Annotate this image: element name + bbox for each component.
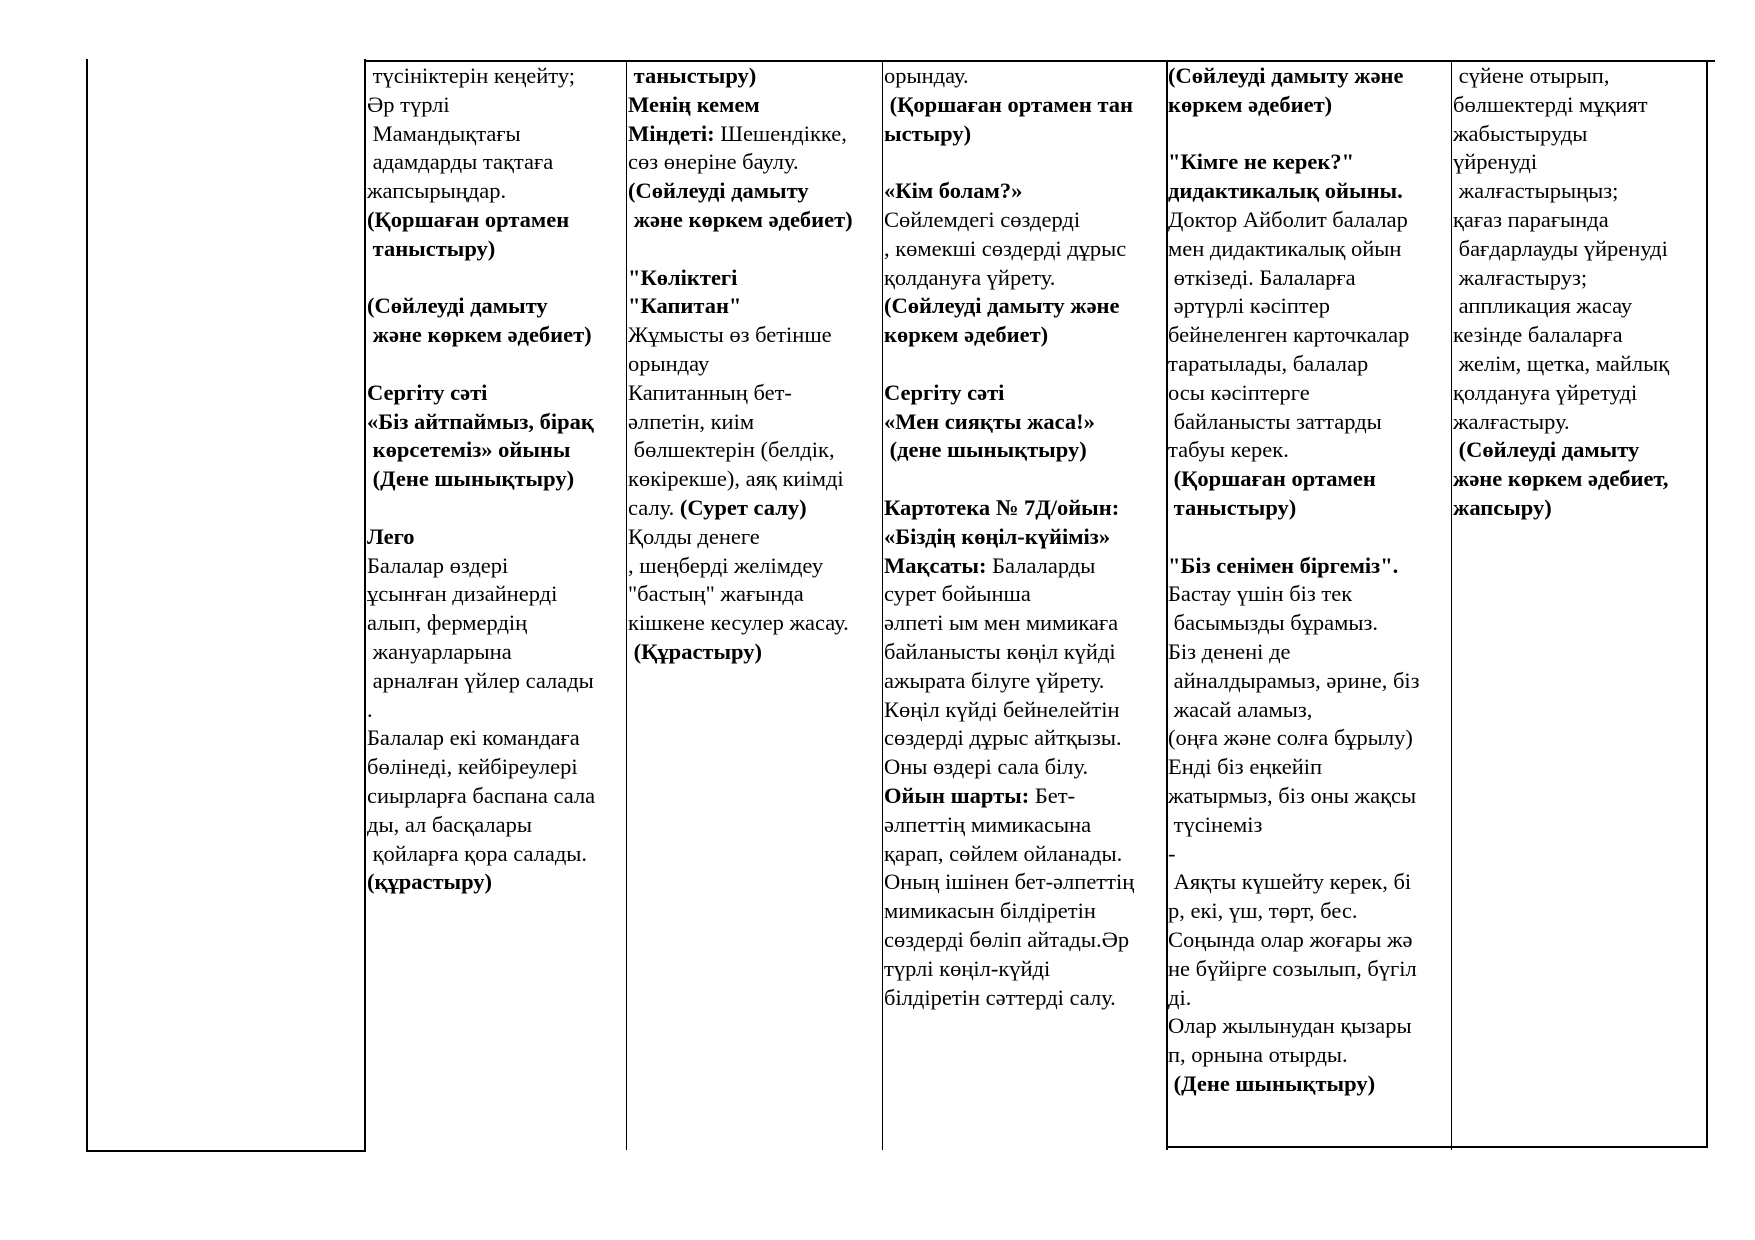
cell-text-line: Балалар өздері	[367, 552, 509, 578]
cell-text-line	[367, 494, 625, 523]
cell-text-line: сиырларға баспана сала	[367, 782, 596, 808]
cell-text-line	[367, 350, 625, 379]
cell-text-line: бағдарлауды үйренуді	[1453, 235, 1668, 261]
cell-text-line: таныстыру)	[367, 235, 496, 261]
table-left-border	[86, 59, 88, 1151]
cell-text-line: -	[1168, 840, 1176, 866]
cell-text-line: әлпетін, киім	[628, 408, 755, 434]
cell-text-line: (құрастыру)	[367, 869, 493, 895]
cell-text-line: қарап, сөйлем ойланады.	[884, 840, 1123, 866]
cell-text-line: (оңға және солға бұрылу)	[1168, 725, 1413, 751]
cell-text-line: Оны өздері сала білу.	[884, 754, 1089, 780]
cell-text-line: байланысты көңіл күйді	[884, 638, 1116, 664]
bold-text-segment: Мақсаты:	[884, 552, 987, 578]
cell-text-line: білдіретін сәттерді салу.	[884, 984, 1116, 1010]
cell-text-line: "Көліктегі	[628, 264, 738, 290]
cell-text-line: «Біздің көңіл-күйіміз»	[884, 523, 1111, 549]
table-cell-column-2	[628, 62, 880, 667]
cell-text-line: ыстыру)	[884, 120, 972, 146]
cell-text-line	[884, 148, 1164, 177]
text-segment: Балаларды	[986, 552, 1096, 578]
cell-text-line: Олар жылынудан қызары	[1168, 1013, 1412, 1039]
cell-text-line: сөз өнеріне баулу.	[628, 149, 799, 175]
cell-text-line: қолдануға үйретуді	[1453, 379, 1638, 405]
cell-text-line	[1168, 523, 1449, 552]
cell-text-line: үйренуді	[1453, 149, 1538, 175]
cell-text-line	[628, 235, 880, 264]
table-bottom-border-left	[86, 1150, 365, 1152]
cell-text-line: (Сөйлеуді дамыту және	[1168, 63, 1404, 88]
cell-text-line: ажырата білуге үйрету.	[884, 667, 1105, 693]
cell-text-line: жалғастыруз;	[1453, 264, 1588, 290]
cell-text-line: Доктор Айболит балалар	[1168, 206, 1408, 232]
cell-text-line: «Мен сияқты жаса!»	[884, 408, 1095, 434]
cell-text-line: таратылады, балалар	[1168, 350, 1369, 376]
cell-text-line: «Біз айтпаймыз, бірақ	[367, 408, 594, 434]
cell-text-line: байланысты заттарды	[1168, 408, 1382, 434]
text-segment: салу.	[628, 494, 680, 520]
cell-text-line: Сергіту сәті	[884, 379, 1005, 405]
cell-text-line: бөлінеді, кейбіреулері	[367, 754, 578, 780]
cell-text-line: , шеңберді желімдеу	[628, 552, 824, 578]
table-bottom-border-right	[1166, 1146, 1708, 1148]
table-divider-5	[1451, 62, 1452, 1150]
cell-text-line: ұсынған дизайнерді	[367, 581, 558, 607]
bold-text-segment: (Сурет салу)	[679, 494, 807, 520]
cell-text-line: (Сөйлеуді дамыту	[1453, 437, 1640, 463]
cell-text-line: жатырмыз, біз оны жақсы	[1168, 782, 1417, 808]
cell-text-line: таныстыру)	[1168, 494, 1297, 520]
bold-text-segment: Ойын шарты:	[884, 782, 1030, 808]
cell-text-line: сүйене отырып,	[1453, 63, 1610, 88]
cell-text-line	[884, 552, 1164, 581]
cell-text-line: Балалар екі командаға	[367, 725, 580, 751]
cell-text-line: орындау	[628, 350, 710, 376]
cell-text-line: "Кімге не керек?"	[1168, 149, 1355, 175]
cell-text-line: , көмекші сөздерді дұрыс	[884, 235, 1127, 261]
cell-text-line: түсінеміз	[1168, 811, 1263, 837]
cell-text-line: жасай аламыз,	[1168, 696, 1313, 722]
cell-text-line	[628, 494, 880, 523]
cell-text-line: әлпеті ым мен мимикаға	[884, 610, 1119, 636]
cell-text-line: жалғастыру.	[1453, 408, 1570, 434]
cell-text-line: сурет бойынша	[884, 581, 1031, 607]
cell-text-line: "бастың" жағында	[628, 581, 804, 607]
cell-text-line: "Капитан"	[628, 293, 742, 319]
cell-text-line: желім, щетка, майлық	[1453, 350, 1670, 376]
cell-text-line	[1168, 120, 1449, 149]
cell-text-line: (Дене шынықтыру)	[367, 466, 575, 492]
cell-text-line: әртүрлі кәсіптер	[1168, 293, 1330, 319]
cell-text-line: көрсетеміз» ойыны	[367, 437, 571, 463]
cell-text-line: Жұмысты өз бетінше	[628, 322, 832, 348]
cell-text-line: Менің кемем	[628, 91, 760, 117]
cell-text-line: (Сөйлеуді дамыту және	[884, 293, 1120, 319]
cell-text-line: Лего	[367, 523, 415, 549]
cell-text-line: қағаз парағында	[1453, 206, 1609, 232]
cell-text-line: адамдарды тақтаға	[367, 149, 554, 175]
cell-text-line: Аяқты күшейту керек, бі	[1168, 869, 1412, 895]
cell-text-line: Біз денені де	[1168, 638, 1291, 664]
cell-text-line: кезінде балаларға	[1453, 322, 1623, 348]
cell-text-line: әлпеттің мимикасына	[884, 811, 1092, 837]
table-cell-column-3	[884, 62, 1164, 1012]
cell-text-line: арналған үйлер салады	[367, 667, 594, 693]
cell-text-line: (Дене шынықтыру)	[1168, 1070, 1376, 1096]
cell-text-line: (Қоршаған ортамен	[367, 206, 570, 232]
cell-text-line: «Кім болам?»	[884, 178, 1023, 204]
cell-text-line: алып, фермердің	[367, 610, 528, 636]
bold-text-segment: Міндеті:	[628, 120, 715, 146]
cell-text-line: көркем әдебиет)	[884, 322, 1049, 348]
cell-text-line	[367, 264, 625, 293]
cell-text-line: және көркем әдебиет)	[628, 206, 853, 232]
cell-text-line: сөздерді дұрыс айтқызы.	[884, 725, 1122, 751]
cell-text-line: аппликация жасау	[1453, 293, 1633, 319]
table-divider-1	[364, 59, 366, 1152]
table-divider-2	[626, 62, 627, 1150]
cell-text-line: жапсыру)	[1453, 494, 1552, 520]
cell-text-line: Картотека № 7Д/ойын:	[884, 494, 1120, 520]
cell-text-line: жабыстыруды	[1453, 120, 1588, 146]
cell-text-line: .	[367, 696, 373, 722]
cell-text-line: (Қоршаған ортамен	[1168, 466, 1376, 492]
cell-text-line: бөлшектерін (белдік,	[628, 437, 835, 463]
cell-text-line: (Сөйлеуді дамыту	[367, 293, 548, 319]
text-segment: Бет-	[1029, 782, 1076, 808]
cell-text-line: бөлшектерді мұқият	[1453, 91, 1648, 117]
cell-text-line: (Қоршаған ортамен тан	[884, 91, 1133, 117]
cell-text-line: және көркем әдебиет,	[1453, 466, 1669, 492]
table-cell-column-5	[1453, 62, 1705, 523]
cell-text-line: Әр түрлі	[367, 91, 450, 117]
cell-text-line: мимикасын білдіретін	[884, 898, 1096, 924]
cell-text-line: айналдырамыз, әрине, біз	[1168, 667, 1420, 693]
cell-text-line	[884, 782, 1164, 811]
cell-text-line: Мамандықтағы	[367, 120, 521, 146]
cell-text-line	[628, 120, 880, 149]
cell-text-line: басымызды бұрамыз.	[1168, 610, 1378, 636]
cell-text-line: Капитанның бет-	[628, 379, 792, 405]
cell-text-line: Оның ішінен бет-әлпеттің	[884, 869, 1135, 895]
cell-text-line: Енді біз еңкейіп	[1168, 754, 1323, 780]
cell-text-line: ды, ал басқалары	[367, 811, 532, 837]
cell-text-line: (дене шынықтыру)	[884, 437, 1087, 463]
cell-text-line: және көркем әдебиет)	[367, 322, 592, 348]
table-divider-3	[882, 62, 883, 1150]
cell-text-line: жалғастырыңыз;	[1453, 178, 1619, 204]
cell-text-line: Сергіту сәті	[367, 379, 488, 405]
cell-text-line: Көңіл күйді бейнелейтін	[884, 696, 1120, 722]
cell-text-line: өткізеді. Балаларға	[1168, 264, 1356, 290]
cell-text-line: осы кәсіптерге	[1168, 379, 1310, 405]
cell-text-line: көркем әдебиет)	[1168, 91, 1333, 117]
cell-text-line: бейнеленген карточкалар	[1168, 322, 1410, 348]
cell-text-line: (Сөйлеуді дамыту	[628, 178, 809, 204]
table-right-border	[1706, 60, 1708, 1148]
cell-text-line: "Біз сенімен біргеміз".	[1168, 552, 1399, 578]
cell-text-line: не бүйірге созылып, бүгіл	[1168, 955, 1417, 981]
cell-text-line: табуы керек.	[1168, 437, 1289, 463]
cell-text-line: п, орнына отырды.	[1168, 1042, 1348, 1068]
cell-text-line: қойларға қора салады.	[367, 840, 588, 866]
text-segment: Шешендікке,	[714, 120, 847, 146]
cell-text-line	[884, 350, 1164, 379]
table-cell-column-4	[1168, 62, 1449, 1099]
table-cell-column-1	[367, 62, 625, 897]
cell-text-line: Соңында олар жоғары жә	[1168, 926, 1413, 952]
cell-text-line: Бастау үшін біз тек	[1168, 581, 1353, 607]
cell-text-line: көкірекше), аяқ киімді	[628, 466, 844, 492]
cell-text-line: түрлі көңіл-күйді	[884, 955, 1051, 981]
cell-text-line: жапсырыңдар.	[367, 178, 507, 204]
cell-text-line: таныстыру)	[628, 63, 757, 88]
cell-text-line: р, екі, үш, төрт, бес.	[1168, 898, 1358, 924]
cell-text-line: қолдануға үйрету.	[884, 264, 1056, 290]
cell-text-line: кішкене кесулер жасау.	[628, 610, 849, 636]
cell-text-line: орындау.	[884, 63, 969, 88]
cell-text-line: ді.	[1168, 984, 1192, 1010]
cell-text-line	[884, 465, 1164, 494]
cell-text-line: түсініктерін кеңейту;	[367, 63, 576, 88]
cell-text-line: Сөйлемдегі сөздерді	[884, 206, 1081, 232]
cell-text-line: дидактикалық ойыны.	[1168, 178, 1403, 204]
cell-text-line: мен дидактикалық ойын	[1168, 235, 1402, 261]
cell-text-line: Қолды денеге	[628, 523, 760, 549]
cell-text-line: сөздерді бөліп айтады.Әр	[884, 926, 1130, 952]
cell-text-line: (Құрастыру)	[628, 638, 763, 664]
cell-text-line: жануарларына	[367, 638, 512, 664]
